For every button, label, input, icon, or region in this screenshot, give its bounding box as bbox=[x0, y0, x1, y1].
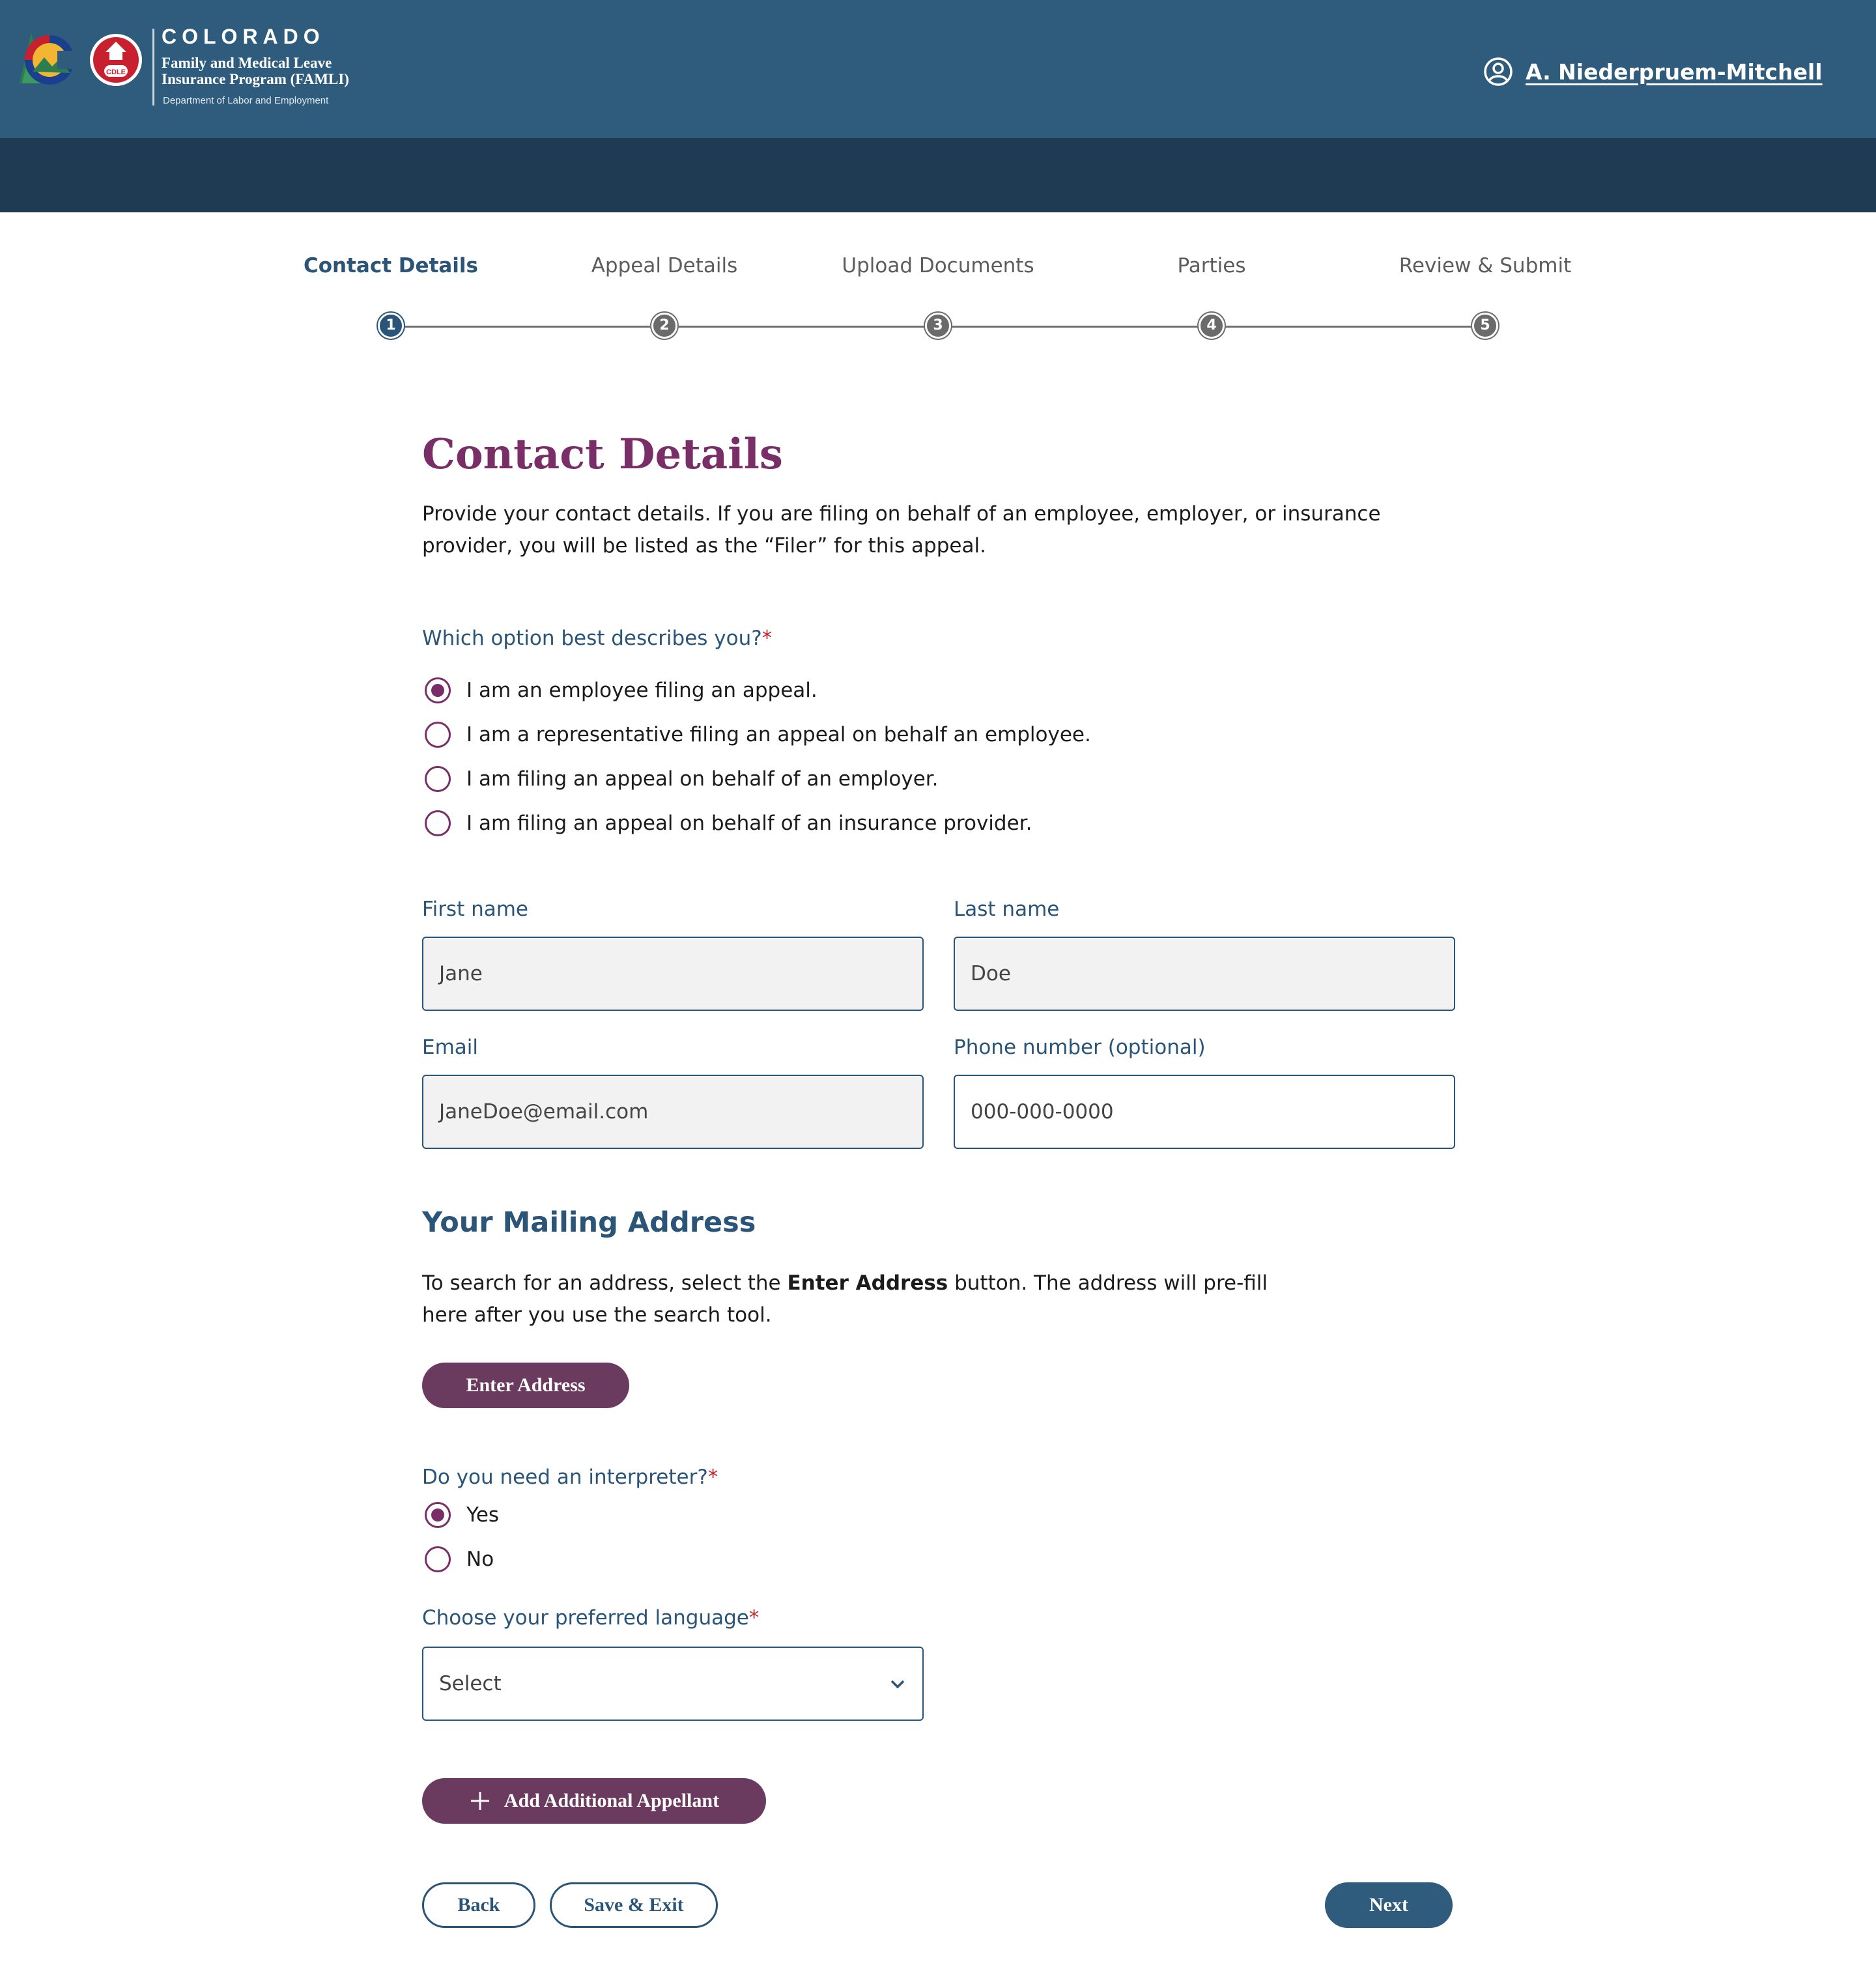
interpreter-option-yes[interactable] bbox=[425, 1493, 499, 1537]
brand-program-line2: Insurance Program (FAMLI) bbox=[162, 71, 349, 87]
chevron-down-icon bbox=[888, 1677, 907, 1690]
radio-label: I am an employee filing an appeal. bbox=[466, 679, 817, 702]
radio-label: I am filing an appeal on behalf of an insurance provider. bbox=[466, 812, 1032, 835]
step-label: Upload Documents bbox=[842, 254, 1034, 277]
page-title: Contact Details bbox=[422, 430, 783, 479]
radio-label: Yes bbox=[466, 1503, 500, 1527]
last-name-label: Last name bbox=[954, 898, 1060, 921]
header-subbar bbox=[0, 138, 1876, 212]
step-parties[interactable] bbox=[1075, 254, 1348, 333]
user-account-link[interactable] bbox=[1483, 56, 1823, 87]
colorado-cdle-logo bbox=[18, 26, 149, 91]
brand-title: COLORADO bbox=[162, 25, 325, 48]
last-name-input[interactable]: Doe bbox=[954, 937, 1455, 1011]
step-number: 1 bbox=[378, 313, 404, 339]
filer-question-label bbox=[422, 627, 772, 650]
mailing-address-heading: Your Mailing Address bbox=[422, 1206, 756, 1239]
first-name-label: First name bbox=[422, 898, 529, 921]
brand-program-line1: Family and Medical Leave bbox=[162, 55, 332, 71]
language-select-value: Select bbox=[439, 1672, 502, 1695]
svg-text:CDLE: CDLE bbox=[106, 68, 126, 76]
step-label: Appeal Details bbox=[591, 254, 738, 277]
user-circle-icon bbox=[1483, 56, 1514, 87]
phone-input[interactable]: 000-000-0000 bbox=[954, 1075, 1455, 1149]
language-label-text: Choose your preferred language bbox=[422, 1606, 749, 1630]
email-label: Email bbox=[422, 1036, 479, 1059]
required-asterisk: * bbox=[707, 1465, 718, 1489]
radio-label: I am a representative filing an appeal on behalf an employee. bbox=[466, 723, 1091, 746]
radio-label: No bbox=[466, 1548, 494, 1571]
language-select[interactable] bbox=[422, 1647, 924, 1721]
filer-radio-group bbox=[425, 668, 1091, 845]
step-number: 5 bbox=[1472, 313, 1498, 339]
language-label bbox=[422, 1606, 759, 1630]
filer-option-employer[interactable] bbox=[425, 757, 1091, 801]
step-label: Contact Details bbox=[303, 254, 479, 277]
logo-divider bbox=[152, 29, 154, 106]
radio-button-checked[interactable] bbox=[425, 677, 451, 703]
contact-details-form bbox=[422, 430, 1454, 562]
mailing-text-before: To search for an address, select the bbox=[422, 1271, 788, 1295]
user-name: A. Niederpruem-Mitchell bbox=[1526, 59, 1823, 85]
progress-stepper bbox=[0, 254, 1876, 345]
interpreter-question-label bbox=[422, 1465, 718, 1489]
step-number: 4 bbox=[1199, 313, 1225, 339]
step-number: 3 bbox=[925, 313, 951, 339]
next-button[interactable]: Next bbox=[1325, 1882, 1453, 1928]
email-input[interactable]: JaneDoe@email.com bbox=[422, 1075, 924, 1149]
step-review-submit[interactable] bbox=[1348, 254, 1622, 333]
interpreter-option-no[interactable] bbox=[425, 1537, 499, 1581]
filer-question-text: Which option best describes you? bbox=[422, 627, 762, 650]
radio-button[interactable] bbox=[425, 766, 451, 792]
enter-address-button[interactable]: Enter Address bbox=[422, 1363, 629, 1408]
radio-button[interactable] bbox=[425, 810, 451, 836]
plus-icon bbox=[469, 1790, 491, 1812]
back-button[interactable]: Back bbox=[422, 1882, 535, 1928]
mailing-address-instructions bbox=[422, 1267, 1288, 1331]
brand-program-name bbox=[162, 55, 349, 87]
brand-department: Department of Labor and Employment bbox=[163, 95, 329, 106]
filer-option-insurance-provider[interactable] bbox=[425, 801, 1091, 845]
filer-option-representative[interactable] bbox=[425, 713, 1091, 757]
phone-label: Phone number (optional) bbox=[954, 1036, 1206, 1059]
step-label: Parties bbox=[1177, 254, 1246, 277]
intro-text: Provide your contact details. If you are filing on behalf of an employee, employer, or insurance provider, you will be listed as the “Filer” for this appeal. bbox=[422, 502, 1381, 558]
required-asterisk: * bbox=[761, 627, 773, 650]
step-appeal-details[interactable] bbox=[528, 254, 801, 333]
interpreter-question-text: Do you need an interpreter? bbox=[422, 1465, 708, 1489]
step-upload-documents[interactable] bbox=[801, 254, 1075, 333]
required-asterisk: * bbox=[748, 1606, 760, 1630]
interpreter-radio-group bbox=[425, 1493, 499, 1581]
radio-button[interactable] bbox=[425, 722, 451, 748]
site-header bbox=[0, 0, 1876, 138]
mailing-text-after: button. The address will pre-fill here after you use the search tool. bbox=[422, 1271, 1268, 1327]
save-exit-button[interactable]: Save & Exit bbox=[550, 1882, 718, 1928]
filer-option-employee[interactable] bbox=[425, 668, 1091, 713]
step-label: Review & Submit bbox=[1399, 254, 1572, 277]
mailing-text-bold: Enter Address bbox=[787, 1271, 948, 1295]
radio-button[interactable] bbox=[425, 1546, 451, 1572]
first-name-input[interactable]: Jane bbox=[422, 937, 924, 1011]
add-additional-appellant-button[interactable] bbox=[422, 1778, 766, 1824]
step-contact-details[interactable] bbox=[254, 254, 528, 333]
radio-button-checked[interactable] bbox=[425, 1502, 451, 1528]
add-appellant-label: Add Additional Appellant bbox=[504, 1790, 720, 1811]
radio-label: I am filing an appeal on behalf of an employer. bbox=[466, 767, 939, 791]
step-number: 2 bbox=[651, 313, 677, 339]
